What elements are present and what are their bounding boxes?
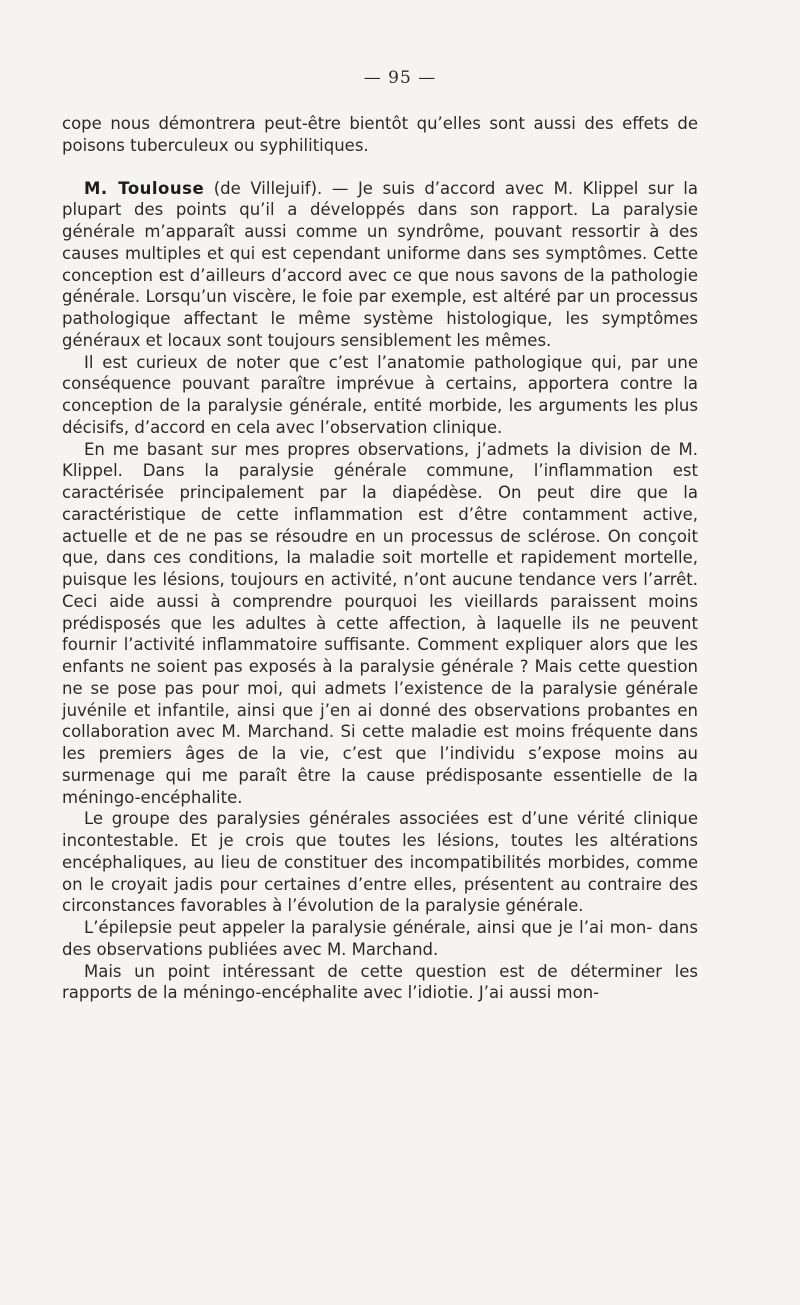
- paragraph-toulouse-intervention: [62, 178, 698, 352]
- page-number: — 95 —: [363, 68, 437, 88]
- body-text: [62, 113, 698, 1004]
- paragraph-idiotie: Mais un point intéressant de cette question est de déterminer les rapports de la méningo-encéphalite avec l’idiotie. J’ai aussi mon-: [62, 961, 698, 1003]
- paragraph-toulouse-text: (de Villejuif). — Je suis d’accord avec M. Klippel sur la plupart des points qu’il a développés dans son rapport. La paralysie générale m’apparaît aussi comme un syndrôme, pouvant ressortir à des causes multiples et qui est cependant uniforme dans ses symptômes. Cette conception est d’ailleurs d’accord avec ce que nous savons de la pathologie générale. Lorsqu’un viscère, le foie par exemple, est altéré par un processus pathologique affectant le même système histologique, les symptômes généraux et locaux sont toujours sensiblement les mêmes.: [62, 178, 698, 350]
- paragraph-epilepsie: L’épilepsie peut appeler la paralysie générale, ainsi que je l’ai mon- dans des observations publiées avec M. Marchand.: [62, 918, 698, 959]
- speaker-name: M. Toulouse: [84, 178, 205, 198]
- paragraph-continuation: cope nous démontrera peut-être bientôt qu’elles sont aussi des effets de poisons tuberculeux ou syphilitiques.: [62, 114, 698, 155]
- paragraph-anatomie: Il est curieux de noter que c’est l’anatomie pathologique qui, par une conséquence pouvant paraître imprévue à certains, apportera contre la conception de la paralysie générale, entité morbide, les arguments les plus décisifs, d’accord en cela avec l’observation clinique.: [62, 352, 698, 437]
- paragraph-division: En me basant sur mes propres observations, j’admets la division de M. Klippel. Dans la paralysie générale commune, l’inflammation est caractérisée principalement par la diapédèse. On peut dire que la caractéristique de cette inflammation est d’être contamment active, actuelle et de ne pas se résoudre en un processus de sclérose. On conçoit que, dans ces conditions, la maladie soit mortelle et rapidement mortelle, puisque les lésions, toujours en activité, n’ont aucune tendance vers l’arrêt. Ceci aide aussi à comprendre pourquoi les vieillards paraissent moins prédisposés que les adultes à cette affection, à laquelle ils ne peuvent fournir l’activité inflammatoire suffisante. Comment expliquer alors que les enfants ne soient pas exposés à la paralysie générale ? Mais cette question ne se pose pas pour moi, qui admets l’existence de la paralysie générale juvénile et infantile, ainsi que j’en ai donné des observations probantes en collaboration avec M. Marchand. Si cette maladie est moins fréquente dans les premiers âges de la vie, c’est que l’individu s’expose moins au surmenage qui me paraît être la cause prédisposante essentielle de la méningo-encéphalite.: [62, 439, 698, 807]
- paragraph-associees: Le groupe des paralysies générales associées est d’une vérité clinique incontestable. Et je crois que toutes les lésions, toutes les altérations encéphaliques, au lieu de constituer des incompatibilités morbides, comme on le croyait jadis pour certaines d’entre elles, présentent au contraire des circonstances favorables à l’évolution de la paralysie générale.: [62, 809, 698, 916]
